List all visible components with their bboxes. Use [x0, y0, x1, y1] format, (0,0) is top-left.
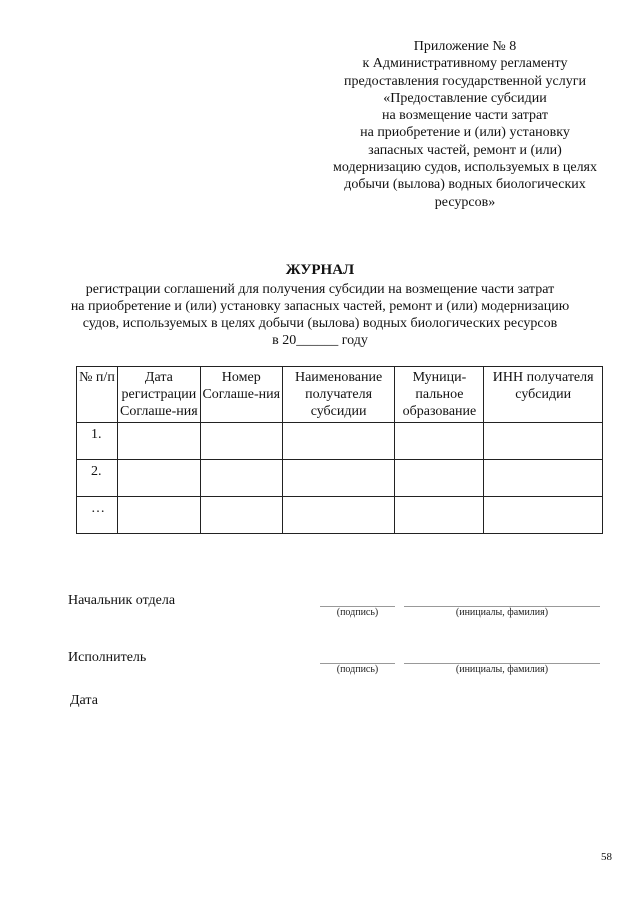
table-cell — [200, 423, 282, 460]
head-name-caption: (инициалы, фамилия) — [455, 607, 549, 618]
table-cell — [117, 423, 200, 460]
header-municipality: Муници-пальное образование — [395, 367, 484, 423]
table-cell — [200, 460, 282, 497]
table-cell — [395, 423, 484, 460]
appendix-line: запасных частей, ремонт и (или) — [368, 142, 562, 158]
table-cell — [395, 460, 484, 497]
appendix-line: предоставления государственной услуги — [344, 73, 586, 89]
table-cell — [117, 497, 200, 534]
table-cell — [200, 497, 282, 534]
journal-table — [76, 366, 603, 534]
appendix-line: на приобретение и (или) установку — [360, 125, 570, 141]
table-cell: 1. — [77, 423, 118, 460]
header-inn: ИНН получателя субсидии — [484, 367, 603, 423]
table-cell: … — [77, 497, 118, 534]
executor-name-caption: (инициалы, фамилия) — [455, 664, 549, 675]
table-header-row — [77, 367, 603, 423]
table-cell: 2. — [77, 460, 118, 497]
appendix-line: на возмещение части затрат — [381, 108, 549, 124]
table-row — [77, 423, 603, 460]
appendix-line: «Предоставление субсидии — [383, 90, 547, 106]
date-label: Дата — [70, 693, 98, 708]
header-agreement-number: Номер Соглаше-ния — [200, 367, 282, 423]
appendix-line: к Административному регламенту — [362, 56, 568, 72]
head-signature-caption: (подпись) — [336, 607, 379, 618]
appendix-header — [310, 38, 620, 211]
table-row — [77, 460, 603, 497]
header-number: № п/п — [77, 367, 118, 423]
subtitle-line: судов, используемых в целях добычи (вылова) водных биологических ресурсов — [82, 316, 558, 331]
page-number: 58 — [601, 851, 612, 863]
table-cell — [484, 497, 603, 534]
table-cell — [282, 423, 395, 460]
table-cell — [282, 497, 395, 534]
table-cell — [117, 460, 200, 497]
appendix-line: добычи (вылова) водных биологических — [344, 177, 586, 193]
header-registration-date: Дата регистрации Соглаше-ния — [117, 367, 200, 423]
journal-title: ЖУРНАЛ — [285, 262, 355, 278]
table-row — [77, 497, 603, 534]
executor-signature-caption: (подпись) — [336, 664, 379, 675]
appendix-line: Приложение № 8 — [413, 39, 517, 54]
table-cell — [395, 497, 484, 534]
table-cell — [484, 460, 603, 497]
journal-subtitle — [40, 281, 600, 349]
header-recipient-name: Наименование получателя субсидии — [282, 367, 395, 423]
appendix-line: ресурсов» — [434, 194, 496, 210]
subtitle-line: на приобретение и (или) установку запасных частей, ремонт и (или) модернизацию — [70, 299, 570, 314]
executor-label: Исполнитель — [68, 650, 147, 665]
table-cell — [282, 460, 395, 497]
table-cell — [484, 423, 603, 460]
subtitle-line: регистрации соглашений для получения субсидии на возмещение части затрат — [85, 282, 555, 297]
appendix-line: модернизацию судов, используемых в целях — [332, 160, 597, 176]
subtitle-line: в 20______ году — [272, 333, 368, 348]
head-of-department-label: Начальник отдела — [68, 593, 176, 608]
